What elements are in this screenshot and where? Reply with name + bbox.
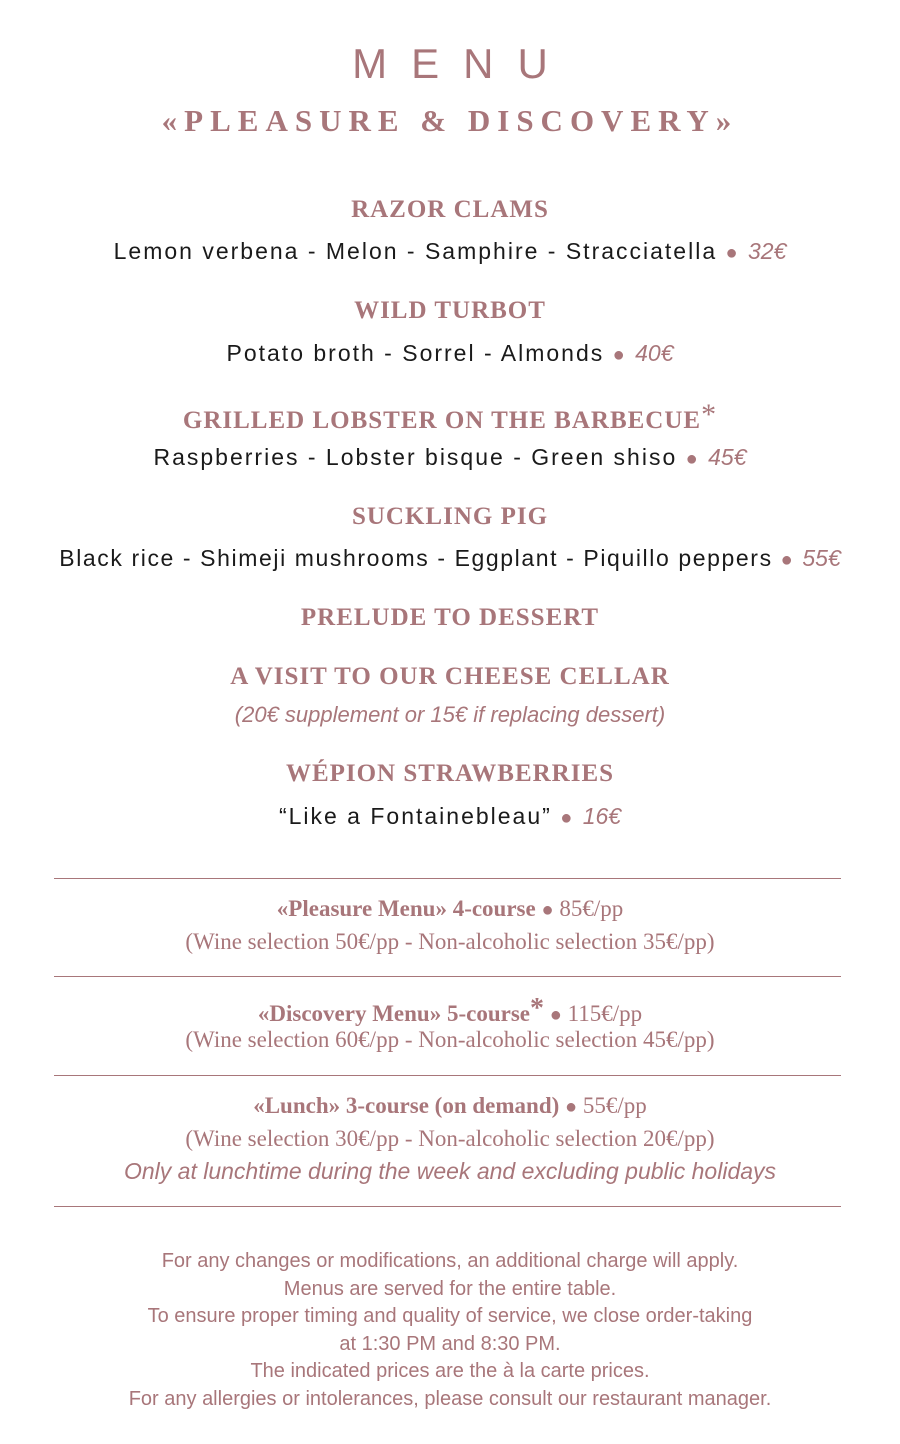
- menu-name: «Lunch» 3-course (on demand): [253, 1093, 560, 1118]
- dish-name-wepion-strawberries: WÉPION STRAWBERRIES: [285, 760, 615, 787]
- menu-discovery: [0, 993, 900, 1027]
- footer-line: For any allergies or intolerances, please consult our restaurant manager.: [128, 1387, 772, 1410]
- menu-price: 55€/pp: [582, 1093, 647, 1118]
- bullet-icon: ●: [612, 344, 627, 366]
- dish-item-wild-turbot: [0, 340, 900, 367]
- page-subtitle: «PLEASURE & DISCOVERY»: [161, 103, 739, 138]
- bullet-icon: ●: [780, 549, 795, 571]
- divider: [54, 878, 841, 879]
- bullet-icon: ●: [565, 1096, 578, 1118]
- dish-item-grilled-lobster: [0, 444, 900, 471]
- dish-description: Raspberries - Lobster bisque - Green shiso: [153, 444, 678, 470]
- asterisk-mark: *: [529, 993, 544, 1024]
- menu-price: 85€/pp: [559, 896, 624, 921]
- bullet-icon: ●: [725, 242, 740, 264]
- dish-price: 45€: [708, 444, 747, 470]
- footer-line: For any changes or modifications, an additional charge will apply.: [161, 1250, 739, 1272]
- divider: [54, 976, 841, 977]
- divider: [54, 1206, 841, 1207]
- page-title: MENU: [352, 40, 572, 87]
- dish-description: Potato broth - Sorrel - Almonds: [226, 340, 605, 366]
- dish-name-text: GRILLED LOBSTER ON THE BARBECUE: [182, 407, 702, 434]
- menu-lunch-note: Only at lunchtime during the week and excluding public holidays: [123, 1158, 777, 1184]
- dish-description: “Like a Fontainebleau”: [278, 803, 552, 829]
- bullet-icon: ●: [685, 448, 700, 470]
- asterisk-mark: *: [701, 398, 718, 431]
- dish-price: 16€: [582, 803, 622, 829]
- menu-name: «Discovery Menu» 5-course: [257, 1001, 530, 1026]
- dish-item-wepion-strawberries: [0, 803, 900, 830]
- dish-name-suckling-pig: SUCKLING PIG: [351, 503, 549, 530]
- footer-notes: [0, 1248, 900, 1413]
- footer-line: The indicated prices are the à la carte prices.: [250, 1360, 650, 1382]
- menu-discovery-pairings: (Wine selection 60€/pp - Non-alcoholic selection 45€/pp): [185, 1027, 715, 1052]
- dish-item-razor-clams: [0, 238, 900, 265]
- menu-price: 115€/pp: [567, 1001, 643, 1026]
- cheese-supplement-note: (20€ supplement or 15€ if replacing dessert): [234, 702, 666, 727]
- dish-name-wild-turbot: WILD TURBOT: [354, 297, 546, 324]
- menu-name: «Pleasure Menu» 4-course: [276, 896, 536, 921]
- dish-name-grilled-lobster: [0, 398, 900, 435]
- dish-item-suckling-pig: [0, 545, 900, 572]
- dish-description: Lemon verbena - Melon - Samphire - Stracciatella: [113, 238, 718, 264]
- menu-pleasure: [0, 896, 900, 922]
- divider: [54, 1075, 841, 1076]
- dish-description: Black rice - Shimeji mushrooms - Eggplant - Piquillo peppers: [59, 545, 773, 571]
- menu-pleasure-pairings: (Wine selection 50€/pp - Non-alcoholic selection 35€/pp): [185, 929, 715, 954]
- footer-line: at 1:30 PM and 8:30 PM.: [339, 1332, 561, 1355]
- dish-price: 32€: [748, 238, 787, 264]
- bullet-icon: ●: [549, 1004, 562, 1026]
- dish-name-razor-clams: RAZOR CLAMS: [351, 196, 549, 223]
- menu-lunch-pairings: (Wine selection 30€/pp - Non-alcoholic selection 20€/pp): [185, 1126, 715, 1151]
- dish-name-prelude-dessert: PRELUDE TO DESSERT: [300, 604, 600, 631]
- footer-line: Menus are served for the entire table.: [283, 1277, 617, 1300]
- bullet-icon: ●: [541, 899, 554, 921]
- dish-price: 55€: [802, 545, 841, 571]
- dish-price: 40€: [635, 340, 674, 366]
- footer-line: To ensure proper timing and quality of service, we close order-taking: [147, 1305, 753, 1327]
- menu-lunch: [0, 1093, 900, 1119]
- dish-name-cheese-cellar: A VISIT TO OUR CHEESE CELLAR: [230, 663, 670, 690]
- bullet-icon: ●: [560, 807, 575, 829]
